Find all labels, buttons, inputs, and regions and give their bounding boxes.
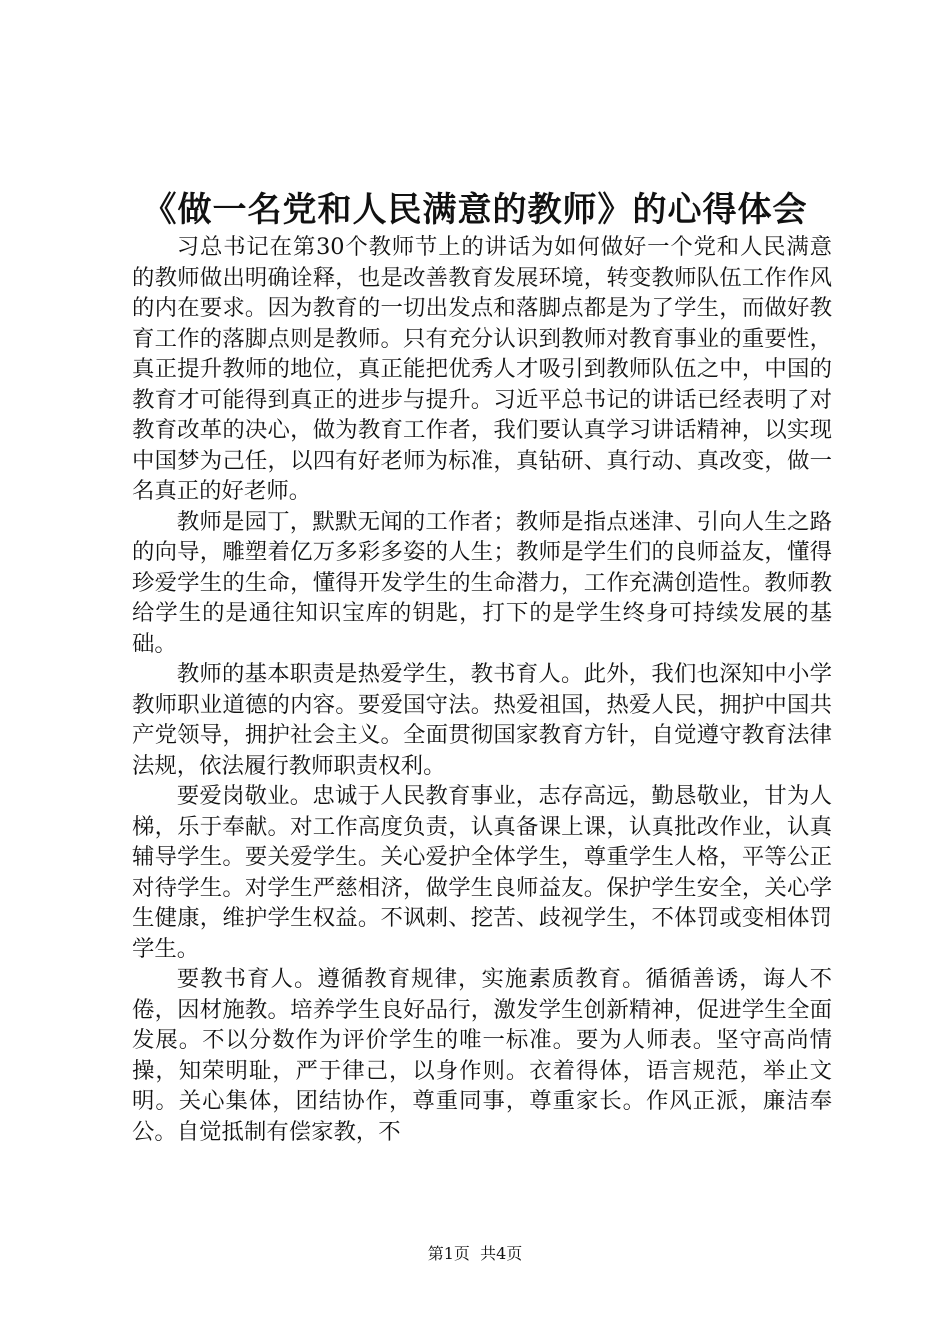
page-number-footer: 第1页 共4页	[427, 1244, 523, 1263]
paragraph-3: 教师的基本职责是热爱学生，教书育人。此外，我们也深知中小学教师职业道德的内容。要爱国守法。热爱祖国，热爱人民，拥护中国共产党领导，拥护社会主义。全面贯彻国家教育方针，自觉遵守教育法律法规，依法履行教师职责权利。	[132, 661, 832, 779]
document-title: 《做一名党和人民满意的教师》的心得体会	[142, 190, 808, 230]
paragraph-5: 要教书育人。遵循教育规律，实施素质教育。循循善诱，诲人不倦，因材施教。培养学生良好品行，激发学生创新精神，促进学生全面发展。不以分数作为评价学生的唯一标准。要为人师表。坚守高尚情操，知荣明耻，严于律己，以身作则。衣着得体，语言规范，举止文明。关心集体，团结协作，尊重同事，尊重家长。作风正派，廉洁奉公。自觉抵制有偿家教，不	[132, 966, 832, 1145]
document-body	[132, 232, 832, 1147]
paragraph-4: 要爱岗敬业。忠诚于人民教育事业，志存高远，勤恳敬业，甘为人梯，乐于奉献。对工作高度负责，认真备课上课，认真批改作业，认真辅导学生。要关爱学生。关心爱护全体学生，尊重学生人格，平等公正对待学生。对学生严慈相济，做学生良师益友。保护学生安全，关心学生健康，维护学生权益。不讽刺、挖苦、歧视学生，不体罚或变相体罚学生。	[132, 783, 832, 962]
paragraph-1: 习总书记在第30个教师节上的讲话为如何做好一个党和人民满意的教师做出明确诠释，也是改善教育发展环境，转变教师队伍工作作风的内在要求。因为教育的一切出发点和落脚点都是为了学生，而做好教育工作的落脚点则是教师。只有充分认识到教师对教育事业的重要性，真正提升教师的地位，真正能把优秀人才吸引到教师队伍之中，中国的教育才可能得到真正的进步与提升。习近平总书记的讲话已经表明了对教育改革的决心，做为教育工作者，我们要认真学习讲话精神，以实现中国梦为己任，以四有好老师为标准，真钻研、真行动、真改变，做一名真正的好老师。	[132, 234, 832, 504]
paragraph-2: 教师是园丁，默默无闻的工作者；教师是指点迷津、引向人生之路的向导，雕塑着亿万多彩多姿的人生；教师是学生们的良师益友，懂得珍爱学生的生命，懂得开发学生的生命潜力，工作充满创造性。教师教给学生的是通往知识宝库的钥匙，打下的是学生终身可持续发展的基础。	[132, 508, 832, 657]
